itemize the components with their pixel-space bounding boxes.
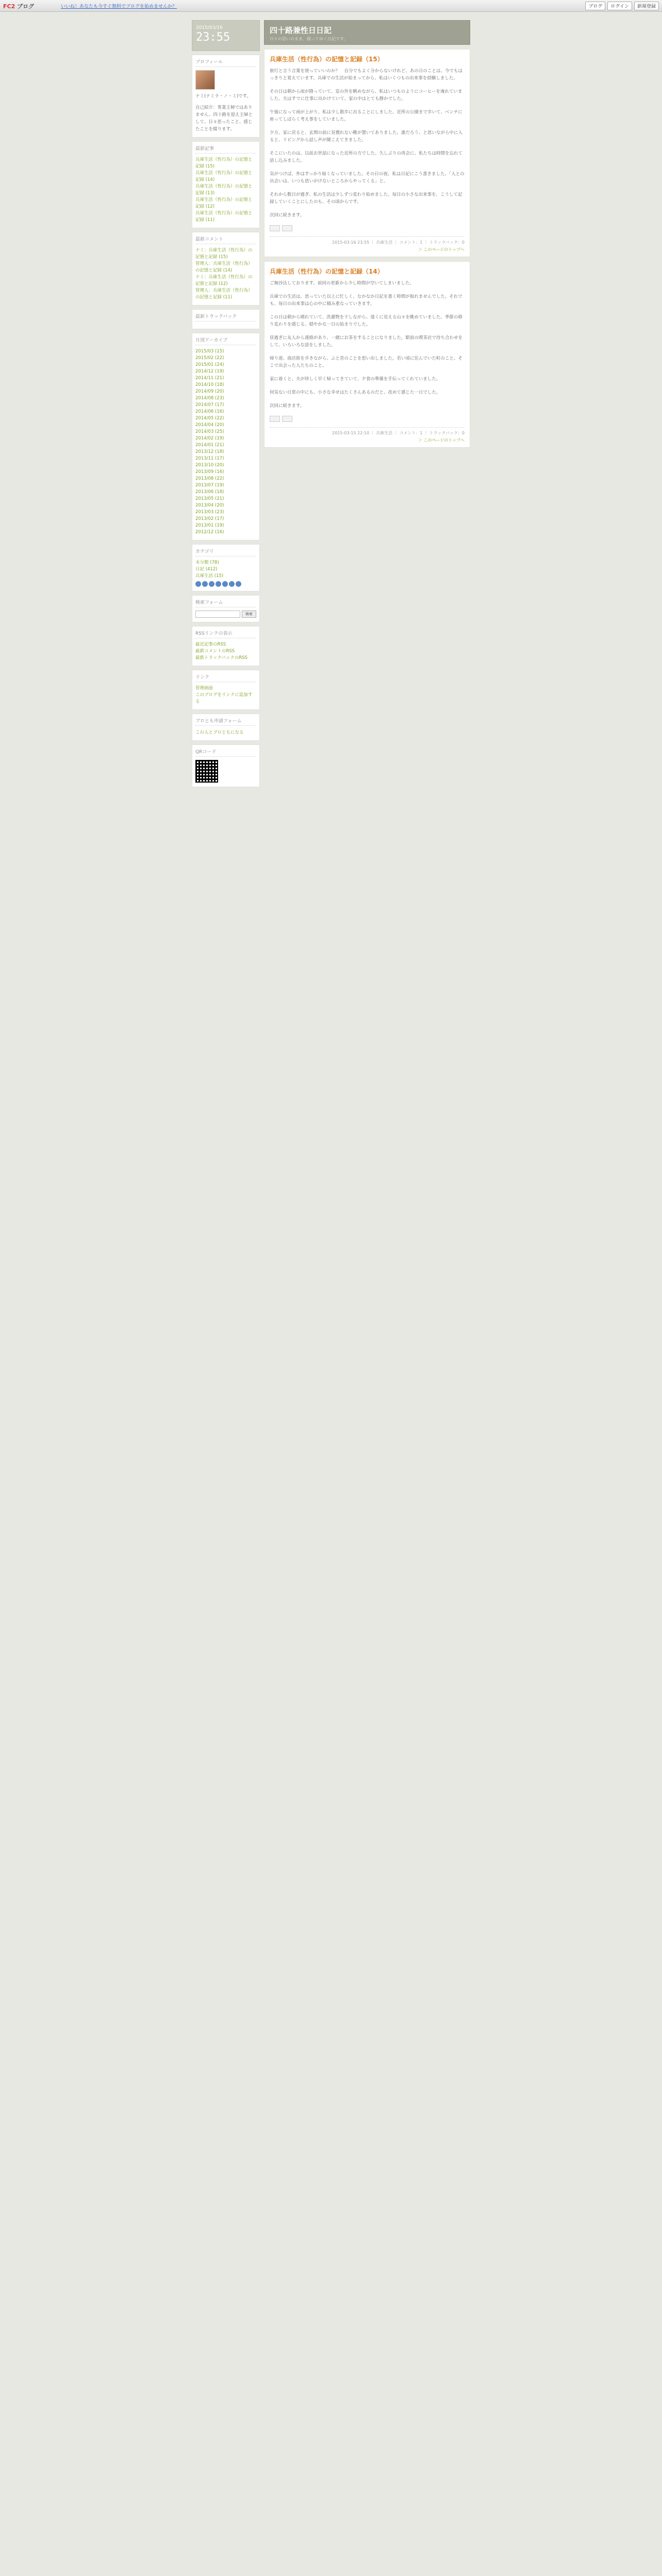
fc2-toolbar bbox=[585, 2, 659, 10]
recent-entries-box bbox=[192, 141, 260, 228]
category-link[interactable]: 未分類 (78) bbox=[195, 560, 219, 565]
profile-description: 自己紹介：専業主婦ではありません。四十路を迎え主婦として、日々思ったこと、感じたことを綴ります。 bbox=[195, 105, 253, 132]
entry-paragraph: 夕方、家に戻ると、玄関の前に見慣れない靴が置いてありました。誰だろう、と思いながら中に入ると、リビングから話し声が聞こえてきました。 bbox=[270, 130, 463, 143]
clock-widget bbox=[192, 20, 260, 51]
recent-trackbacks-box bbox=[192, 309, 260, 329]
entry-title[interactable]: 兵庫生活（性行為）の記憶と記録（15） bbox=[270, 56, 384, 63]
avatar bbox=[195, 70, 215, 90]
clock-date: 2015/03/16 bbox=[196, 25, 223, 30]
fc2-logo[interactable]: FC2 ブログ bbox=[3, 3, 35, 10]
rss-link[interactable]: 最近記事のRSS bbox=[195, 642, 226, 647]
archive-link[interactable]: 2012/12 (16) bbox=[195, 530, 224, 535]
category-link[interactable]: 兵庫生活 (15) bbox=[195, 573, 224, 579]
rss-link[interactable]: 最新コメントのRSS bbox=[195, 649, 235, 654]
entry-title[interactable]: 兵庫生活（性行為）の記憶と記録（14） bbox=[270, 268, 384, 275]
page-top-link[interactable]: ＞ このページのトップへ bbox=[418, 438, 465, 443]
archive-link[interactable]: 2014/01 (21) bbox=[195, 443, 224, 448]
blog-entry bbox=[264, 261, 470, 448]
entry-paragraph: それから数日が過ぎ、私の生活は少しずつ変わり始めました。毎日の小さな出来事を、こうして記録していくことにしたのも、その頃からです。 bbox=[270, 192, 462, 205]
fc2-ad-link[interactable]: いいね！あなたも今すぐ無料でブログを始めませんか？ bbox=[61, 4, 177, 9]
admin-link[interactable]: 管理画面 bbox=[195, 686, 213, 691]
archives-box bbox=[192, 333, 260, 540]
entry-body bbox=[270, 280, 465, 410]
recent-comments-heading: 最新コメント bbox=[195, 235, 256, 244]
share-button[interactable] bbox=[282, 416, 292, 422]
search-button[interactable]: 検索 bbox=[242, 611, 256, 618]
archive-link[interactable]: 2014/12 (19) bbox=[195, 369, 224, 374]
search-input[interactable] bbox=[195, 611, 240, 618]
archive-link[interactable]: 2014/11 (21) bbox=[195, 376, 224, 381]
archive-link[interactable]: 2014/05 (22) bbox=[195, 416, 224, 421]
clock-time: 23:55 bbox=[196, 31, 230, 44]
entry-paragraph: 旅行と言う言葉を使っていいのか？ 自分でもよく分からないけれど、あの日のことは、今でもはっきりと覚えています。兵庫での生活が始まってから、私はいくつもの出来事を経験しました。 bbox=[270, 69, 463, 81]
entry-paragraph: 次回に続きます。 bbox=[270, 403, 305, 409]
qr-box bbox=[192, 744, 260, 787]
calendar-dot[interactable] bbox=[229, 581, 235, 587]
archive-link[interactable]: 2013/06 (18) bbox=[195, 489, 224, 495]
recent-comment-link[interactable]: ナミ：兵庫生活（性行為）の記憶と記録 (12) bbox=[195, 275, 253, 286]
entry-body bbox=[270, 67, 465, 219]
recent-entry-link[interactable]: 兵庫生活（性行為）の記憶と記録 (12) bbox=[195, 197, 253, 209]
profile-box bbox=[192, 55, 260, 138]
fc2-blog-button[interactable]: ブログ bbox=[585, 2, 605, 10]
archive-link[interactable]: 2013/11 (17) bbox=[195, 456, 224, 461]
recent-comment-link[interactable]: 管理人：兵庫生活（性行為）の記憶と記録 (14) bbox=[195, 261, 253, 273]
blog-title[interactable]: 四十路兼性日日記 bbox=[270, 26, 332, 35]
main-column bbox=[264, 20, 470, 448]
profile-about: ナミ(ナミラ・ノ・ミ)です。 bbox=[195, 94, 251, 99]
calendar-dot[interactable] bbox=[236, 581, 241, 587]
archive-link[interactable]: 2013/05 (21) bbox=[195, 496, 224, 501]
entry-paragraph: 次回に続きます。 bbox=[270, 213, 305, 218]
recent-comment-link[interactable]: 管理人：兵庫生活（性行為）の記憶と記録 (11) bbox=[195, 288, 253, 300]
entry-paragraph: 何気ない日常の中にも、小さな幸せはたくさんあるのだと、改めて感じた一日でした。 bbox=[270, 390, 441, 395]
friend-request-link[interactable]: この人とブロともになる bbox=[195, 730, 244, 735]
entry-paragraph: 昼過ぎに友人から連絡があり、一緒にお茶をすることになりました。駅前の喫茶店で待ち合わせをして、いろいろな話をしました。 bbox=[270, 335, 463, 348]
add-link-link[interactable]: このブログをリンクに追加する bbox=[195, 692, 253, 704]
sidebar bbox=[192, 20, 260, 787]
qr-code-icon bbox=[195, 760, 218, 783]
entry-paragraph: 帰り道、商店街を歩きながら、ふと昔のことを思い出しました。若い頃に住んでいた町のこと、そこで出会った人たちのこと。 bbox=[270, 356, 463, 368]
search-heading: 検索フォーム bbox=[195, 599, 256, 607]
recent-entries-heading: 最新記事 bbox=[195, 145, 256, 154]
recent-entry-link[interactable]: 兵庫生活（性行為）の記憶と記録 (11) bbox=[195, 211, 253, 223]
calendar-dot[interactable] bbox=[216, 581, 221, 587]
entry-paragraph: ご無沙汰しております。前回の更新から少し時間が空いてしまいました。 bbox=[270, 281, 414, 286]
recent-entry-link[interactable]: 兵庫生活（性行為）の記憶と記録 (15) bbox=[195, 157, 253, 169]
calendar-dot[interactable] bbox=[202, 581, 208, 587]
archive-link[interactable]: 2013/10 (20) bbox=[195, 463, 224, 468]
links-box bbox=[192, 670, 260, 710]
archive-list bbox=[195, 348, 256, 536]
archive-link[interactable]: 2013/02 (17) bbox=[195, 516, 224, 521]
profile-heading: プロフィール bbox=[195, 58, 256, 67]
fc2-header-bar bbox=[0, 0, 662, 12]
rss-heading: RSSリンクの表示 bbox=[195, 630, 256, 638]
friend-box bbox=[192, 714, 260, 741]
entry-paragraph: 兵庫での生活は、思っていた以上に忙しく、なかなか日記を書く時間が取れませんでした。それでも、毎日の出来事は心の中に積み重なっていきます。 bbox=[270, 294, 462, 307]
archive-link[interactable]: 2013/03 (23) bbox=[195, 510, 224, 515]
entry-meta: 2015-03-16 23:55 ｜ 兵庫生活 ｜ コメント：1 ｜ トラックバック：0 bbox=[270, 236, 465, 245]
share-buttons bbox=[270, 225, 465, 231]
archive-link[interactable]: 2014/09 (20) bbox=[195, 389, 224, 394]
fc2-login-button[interactable]: ログイン bbox=[607, 2, 632, 10]
calendar-dot[interactable] bbox=[195, 581, 201, 587]
fc2-register-button[interactable]: 新規登録 bbox=[634, 2, 659, 10]
archive-link[interactable]: 2014/02 (19) bbox=[195, 436, 224, 441]
links-heading: リンク bbox=[195, 673, 256, 682]
archive-link[interactable]: 2014/04 (20) bbox=[195, 422, 224, 428]
categories-box bbox=[192, 544, 260, 591]
blog-subtitle: 日々の思いのまま、綴ってゆく日記です。 bbox=[270, 37, 348, 41]
recent-comment-link[interactable]: ナミ：兵庫生活（性行為）の記憶と記録 (15) bbox=[195, 248, 253, 260]
blog-header bbox=[264, 20, 470, 45]
recent-comments-box bbox=[192, 232, 260, 306]
archive-link[interactable]: 2015/02 (22) bbox=[195, 355, 224, 361]
friend-heading: ブロとも申請フォーム bbox=[195, 717, 256, 726]
recent-trackbacks-heading: 最新トラックバック bbox=[195, 313, 256, 321]
category-link[interactable]: 日記 (412) bbox=[195, 567, 218, 572]
rss-link[interactable]: 最新トラックバックのRSS bbox=[195, 655, 248, 660]
recent-entry-link[interactable]: 兵庫生活（性行為）の記憶と記録 (14) bbox=[195, 171, 253, 182]
archive-link[interactable]: 2014/03 (25) bbox=[195, 429, 224, 434]
archive-link[interactable]: 2013/12 (18) bbox=[195, 449, 224, 454]
archive-link[interactable]: 2014/08 (23) bbox=[195, 396, 224, 401]
archive-link[interactable]: 2013/01 (19) bbox=[195, 523, 224, 528]
share-button[interactable] bbox=[270, 416, 280, 422]
entry-paragraph: 午後になって雨が上がり、私は少し散歩に出ることにしました。近所の公園まで歩いて、ベンチに座ってしばらく考え事をしていました。 bbox=[270, 110, 462, 122]
share-button[interactable] bbox=[270, 225, 280, 231]
archives-heading: 月別アーカイブ bbox=[195, 336, 256, 345]
rss-box bbox=[192, 626, 260, 666]
entry-paragraph: 家に着くと、夫が珍しく早く帰ってきていて、夕食の準備を手伝ってくれていました。 bbox=[270, 377, 441, 382]
calendar-dots bbox=[195, 581, 256, 587]
archive-link[interactable]: 2013/09 (16) bbox=[195, 469, 224, 474]
archive-link[interactable]: 2013/04 (20) bbox=[195, 503, 224, 508]
entry-paragraph: この日は朝から晴れていて、洗濯物を干しながら、遠くに見える山々を眺めていました。季節の移り変わりを感じる、穏やかな一日の始まりでした。 bbox=[270, 315, 462, 327]
calendar-dot[interactable] bbox=[209, 581, 214, 587]
categories-heading: カテゴリ bbox=[195, 548, 256, 556]
archive-link[interactable]: 2014/06 (16) bbox=[195, 409, 224, 414]
entry-meta: 2015-03-15 22:10 ｜ 兵庫生活 ｜ コメント：1 ｜ トラックバック：0 bbox=[270, 427, 465, 436]
calendar-dot[interactable] bbox=[222, 581, 228, 587]
qr-heading: QRコード bbox=[195, 748, 256, 757]
entry-paragraph: その日は朝から雨が降っていて、窓の外を眺めながら、私はいつものようにコーヒーを淹れていました。夫はすでに仕事に出かけていて、家の中はとても静かでした。 bbox=[270, 89, 462, 101]
share-buttons bbox=[270, 416, 465, 422]
archive-link[interactable]: 2015/03 (15) bbox=[195, 349, 224, 354]
entry-paragraph: そこにいたのは、以前お世話になった近所の方でした。久しぶりの再会に、私たちは時間を忘れて話し込みました。 bbox=[270, 151, 463, 163]
archive-link[interactable]: 2015/01 (24) bbox=[195, 362, 224, 367]
archive-link[interactable]: 2014/07 (17) bbox=[195, 402, 224, 408]
share-button[interactable] bbox=[282, 225, 292, 231]
entry-paragraph: 気がつけば、外はすっかり暗くなっていました。その日の夜、私は日記にこう書きました。「人との出会いは、いつも思いがけないところからやってくる」と。 bbox=[270, 172, 465, 184]
recent-entry-link[interactable]: 兵庫生活（性行為）の記憶と記録 (13) bbox=[195, 184, 253, 196]
archive-link[interactable]: 2013/08 (22) bbox=[195, 476, 224, 481]
archive-link[interactable]: 2014/10 (18) bbox=[195, 382, 224, 387]
archive-link[interactable]: 2013/07 (19) bbox=[195, 483, 224, 488]
page-top-link[interactable]: ＞ このページのトップへ bbox=[418, 247, 465, 252]
blog-entry bbox=[264, 49, 470, 257]
search-box bbox=[192, 595, 260, 622]
